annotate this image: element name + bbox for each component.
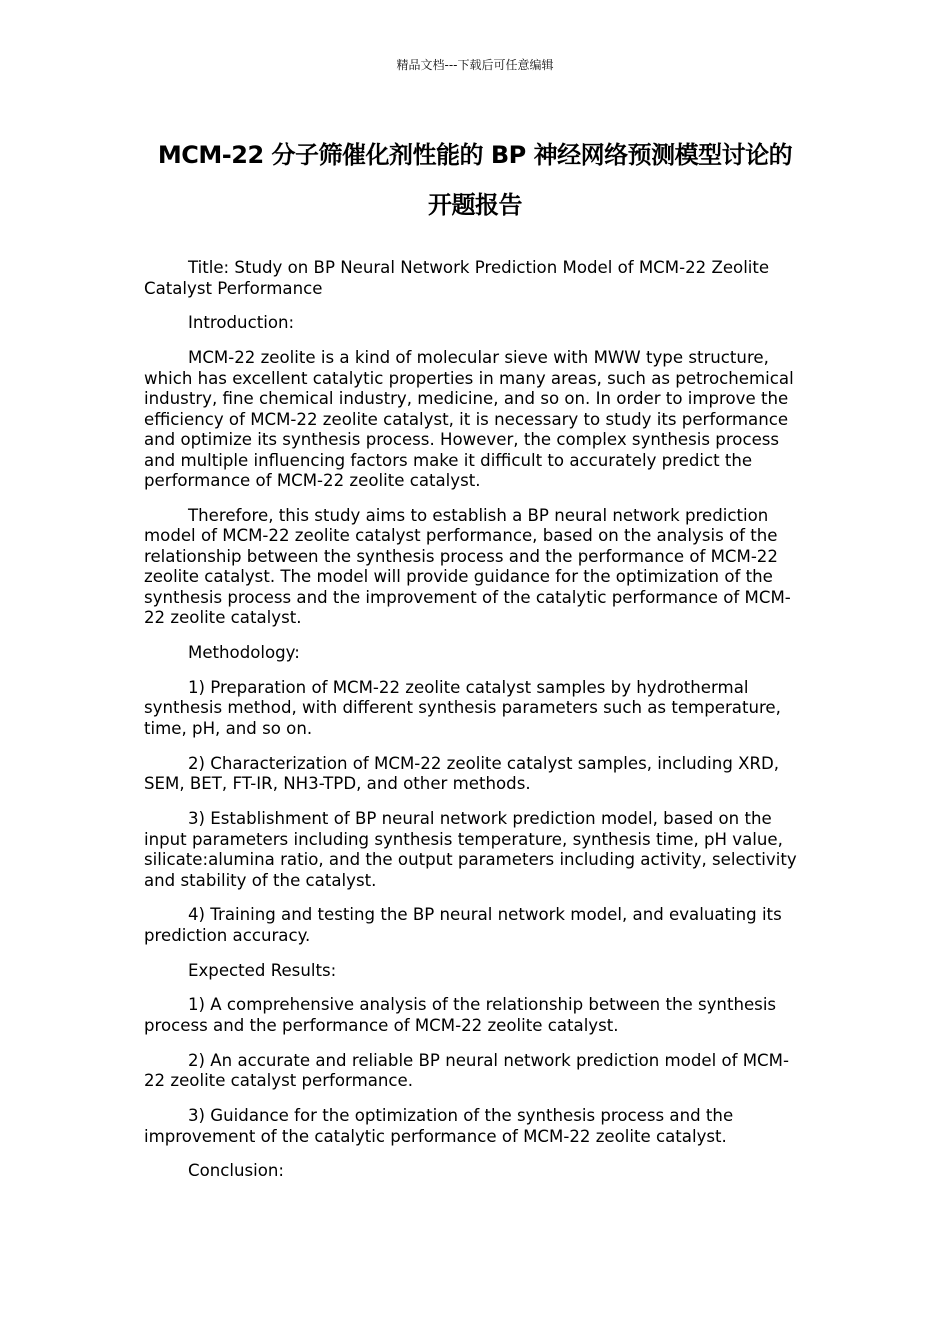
expected-results-heading: Expected Results: xyxy=(188,960,337,980)
header-note: 精品文档---下载后可任意编辑 xyxy=(396,58,554,72)
methodology-item-2: 2) Characterization of MCM-22 zeolite catalyst samples, including XRD, SEM, BET, FT-IR, NH3-TPD, and other methods. xyxy=(144,753,780,794)
conclusion-heading: Conclusion: xyxy=(188,1161,285,1181)
expected-result-1: 1) A comprehensive analysis of the relationship between the synthesis process and the performance of MCM-22 zeolite catalyst. xyxy=(144,995,777,1035)
introduction-paragraph-2: Therefore, this study aims to establish a BP neural network prediction model of MCM-22 zeolite catalyst performance, based on the analysis of the relationship between the synthesis process and the performance of MCM-22 zeolite catalyst. The model will provide guidance for the optimization of the synthesis process and the improvement of the catalytic performance of MCM-22 zeolite catalyst. xyxy=(144,505,791,628)
document-body xyxy=(144,258,810,1196)
expected-result-2: 2) An accurate and reliable BP neural network prediction model of MCM-22 zeolite catalyst performance. xyxy=(144,1050,789,1091)
title-line-2: 开题报告 xyxy=(428,191,522,219)
document-title xyxy=(120,130,830,230)
methodology-item-3: 3) Establishment of BP neural network prediction model, based on the input parameters including synthesis temperature, synthesis time, pH value, silicate:alumina ratio, and the output parameters including activity, selectivity and stability of the catalyst. xyxy=(144,809,797,890)
introduction-paragraph-1: MCM-22 zeolite is a kind of molecular sieve with MWW type structure, which has excellent catalytic properties in many areas, such as petrochemical industry, fine chemical industry, medicine, and so on. In order to improve the efficiency of MCM-22 zeolite catalyst, it is necessary to study its performance and optimize its synthesis process. However, the complex synthesis process and multiple influencing factors make it difficult to accurately predict the performance of MCM-22 zeolite catalyst. xyxy=(144,348,794,491)
methodology-item-1: 1) Preparation of MCM-22 zeolite catalyst samples by hydrothermal synthesis method, with different synthesis parameters such as temperature, time, pH, and so on. xyxy=(144,677,781,738)
expected-result-3: 3) Guidance for the optimization of the synthesis process and the improvement of the catalytic performance of MCM-22 zeolite catalyst. xyxy=(144,1106,734,1146)
methodology-heading: Methodology: xyxy=(188,643,300,663)
methodology-item-4: 4) Training and testing the BP neural network model, and evaluating its prediction accuracy. xyxy=(144,905,782,945)
title-line-1: MCM-22 分子筛催化剂性能的 BP 神经网络预测模型讨论的 xyxy=(157,141,793,169)
title-paragraph: Title: Study on BP Neural Network Prediction Model of MCM-22 Zeolite Catalyst Performance xyxy=(144,258,770,298)
introduction-heading: Introduction: xyxy=(188,313,295,333)
